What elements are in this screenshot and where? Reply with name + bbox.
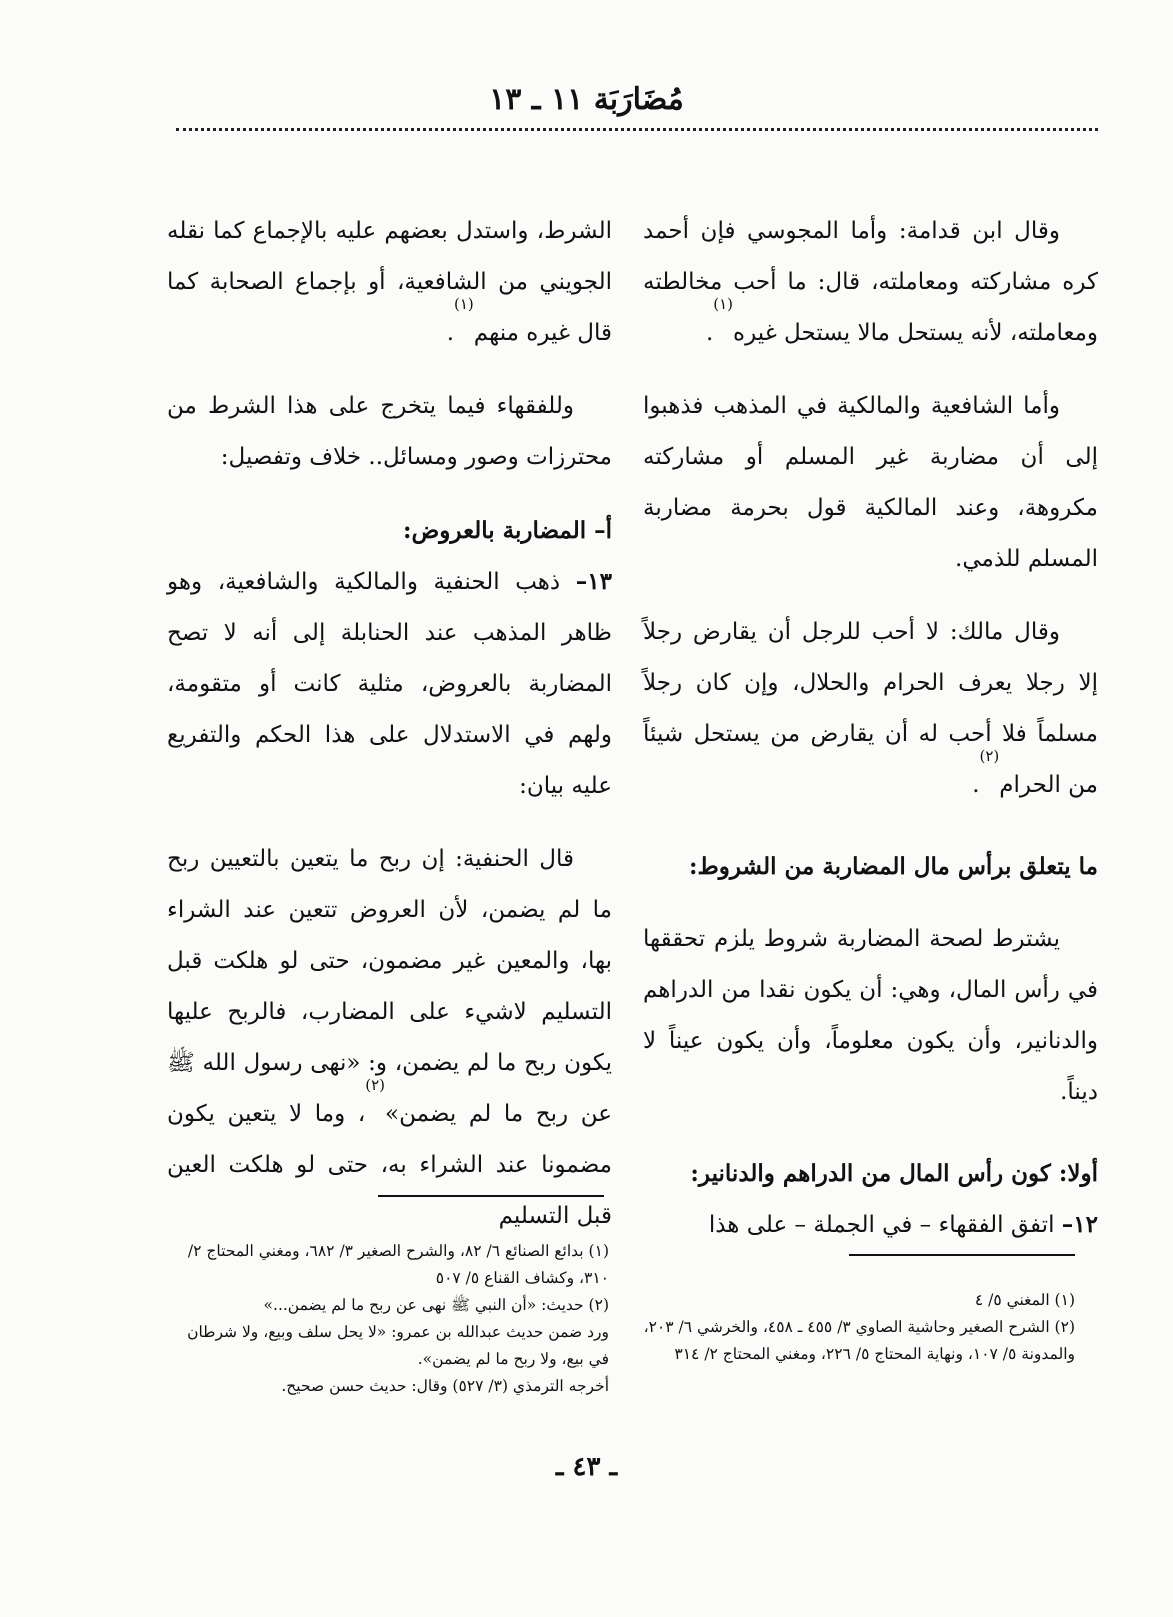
footnote-ref: (١)	[713, 295, 734, 313]
footnote-ref: (٢)	[365, 1076, 386, 1094]
footnote-divider-right	[849, 1254, 1075, 1256]
footnote-2: (٢) حديث: «أن النبي ﷺ نهى عن ربح ما لم يضمن...»	[263, 1296, 609, 1314]
page-title: مُضَارَبَة ١١ ـ ١٣	[489, 82, 684, 117]
header-dotted-divider	[176, 128, 1098, 131]
right-column	[643, 206, 1098, 1251]
paragraph-ijma: الشرط، واستدل بعضهم عليه بالإجماع كما نقله الجويني من الشافعية، أو بإجماع الصحابة كما قال غيره منهم$^{(١)}$.	[167, 218, 612, 346]
paragraph-hanafiya: قال الحنفية: إن ربح ما يتعين بالتعيين ربح ما لم يضمن، لأن العروض تتعين عند الشراء بها، والمعين غير مضمون، حتى لو هلكت قبل التسليم لاشيء على المضارب، فالربح عليها يكون ربح ما لم يضمن، و: «نهى رسول الله ﷺ عن ربح ما لم يضمن»$^{(٢)}$، وما لا يتعين يكون مضمونا عند الشراء به، حتى لو هلكت العين قبل التسليم	[167, 846, 612, 1229]
section-heading-capital-conditions: ما يتعلق برأس مال المضاربة من الشروط:	[689, 853, 1098, 880]
paragraph-conditions: يشترط لصحة المضاربة شروط يلزم تحققها في رأس المال، وهي: أن يكون نقدا من الدراهم والدنانير، وأن يكون معلوماً، وأن يكون عيناً لا ديناً.	[643, 926, 1098, 1105]
footnotes-right	[630, 1287, 1075, 1368]
paragraph-ibn-qudama: وقال ابن قدامة: وأما المجوسي فإن أحمد كره مشاركته ومعاملته، قال: ما أحب مخالطته ومعاملته، لأنه يستحل مالا يستحل غيره$^{(١)}$.	[643, 218, 1098, 346]
paragraph-fuqaha: وللفقهاء فيما يتخرج على هذا الشرط من محترزات وصور ومسائل.. خلاف وتفصيل:	[167, 393, 612, 470]
paragraph-number: ١٣–	[575, 568, 613, 595]
footnote-2: (٢) الشرح الصغير وحاشية الصاوي ٣/ ٤٥٥ ـ ٤٥٨، والخرشي ٦/ ٢٠٣، والمدونة ٥/ ١٠٧، ونهاية المحتاج ٥/ ٢٢٦، ومغني المحتاج ٢/ ٣١٤	[643, 1318, 1075, 1363]
section-heading-first-condition: أولا: كون رأس المال من الدراهم والدنانير:	[690, 1160, 1098, 1187]
paragraph-malik: وقال مالك: لا أحب للرجل أن يقارض رجلاً إلا رجلا يعرف الحرام والحلال، وإن كان رجلاً مسلماً فلا أحب له أن يقارض من يستحل شيئاً من الحرام$^{(٢)}$.	[643, 619, 1098, 798]
footnote-2-continuation: ورد ضمن حديث عبدالله بن عمرو: «لا يحل سلف وبيع، ولا شرطان في بيع، ولا ربح ما لم يضمن».	[187, 1323, 609, 1368]
footnotes-left	[169, 1238, 609, 1400]
footnote-divider-left	[378, 1195, 604, 1197]
paragraph-13: ١٣– ذهب الحنفية والمالكية والشافعية، وهو ظاهر المذهب عند الحنابلة إلى أنه لا تصح المضاربة بالعروض، مثلية كانت أو متقومة، ولهم في الاستدلال على هذا الحكم والتفريع عليه بيان:	[167, 568, 613, 799]
footnote-2-source: أخرجه الترمذي (٣/ ٥٢٧) وقال: حديث حسن صحيح.	[281, 1377, 609, 1395]
footnote-1: (١) بدائع الصنائع ٦/ ٨٢، والشرح الصغير ٣/ ٦٨٢، ومغني المحتاج ٢/ ٣١٠، وكشاف القناع ٥/ ٥٠٧	[187, 1242, 609, 1287]
footnote-ref: (٢)	[979, 747, 1000, 765]
paragraph-12: ١٢– اتفق الفقهاء – في الجملة – على هذا	[708, 1211, 1098, 1238]
paragraph-shafiiya-malikiya: وأما الشافعية والمالكية في المذهب فذهبوا إلى أن مضاربة غير المسلم أو مشاركته مكروهة، وعند المالكية قول بحرمة مضاربة المسلم للذمي.	[643, 393, 1098, 572]
left-column	[167, 206, 612, 1242]
page-number: ـ ٤٣ ـ	[555, 1452, 618, 1482]
footnote-ref: (١)	[454, 295, 474, 313]
paragraph-number: ١٢–	[1061, 1211, 1098, 1238]
section-heading-urud: أ– المضاربة بالعروض:	[403, 517, 612, 544]
footnote-1: (١) المغني ٥/ ٤	[974, 1291, 1075, 1309]
